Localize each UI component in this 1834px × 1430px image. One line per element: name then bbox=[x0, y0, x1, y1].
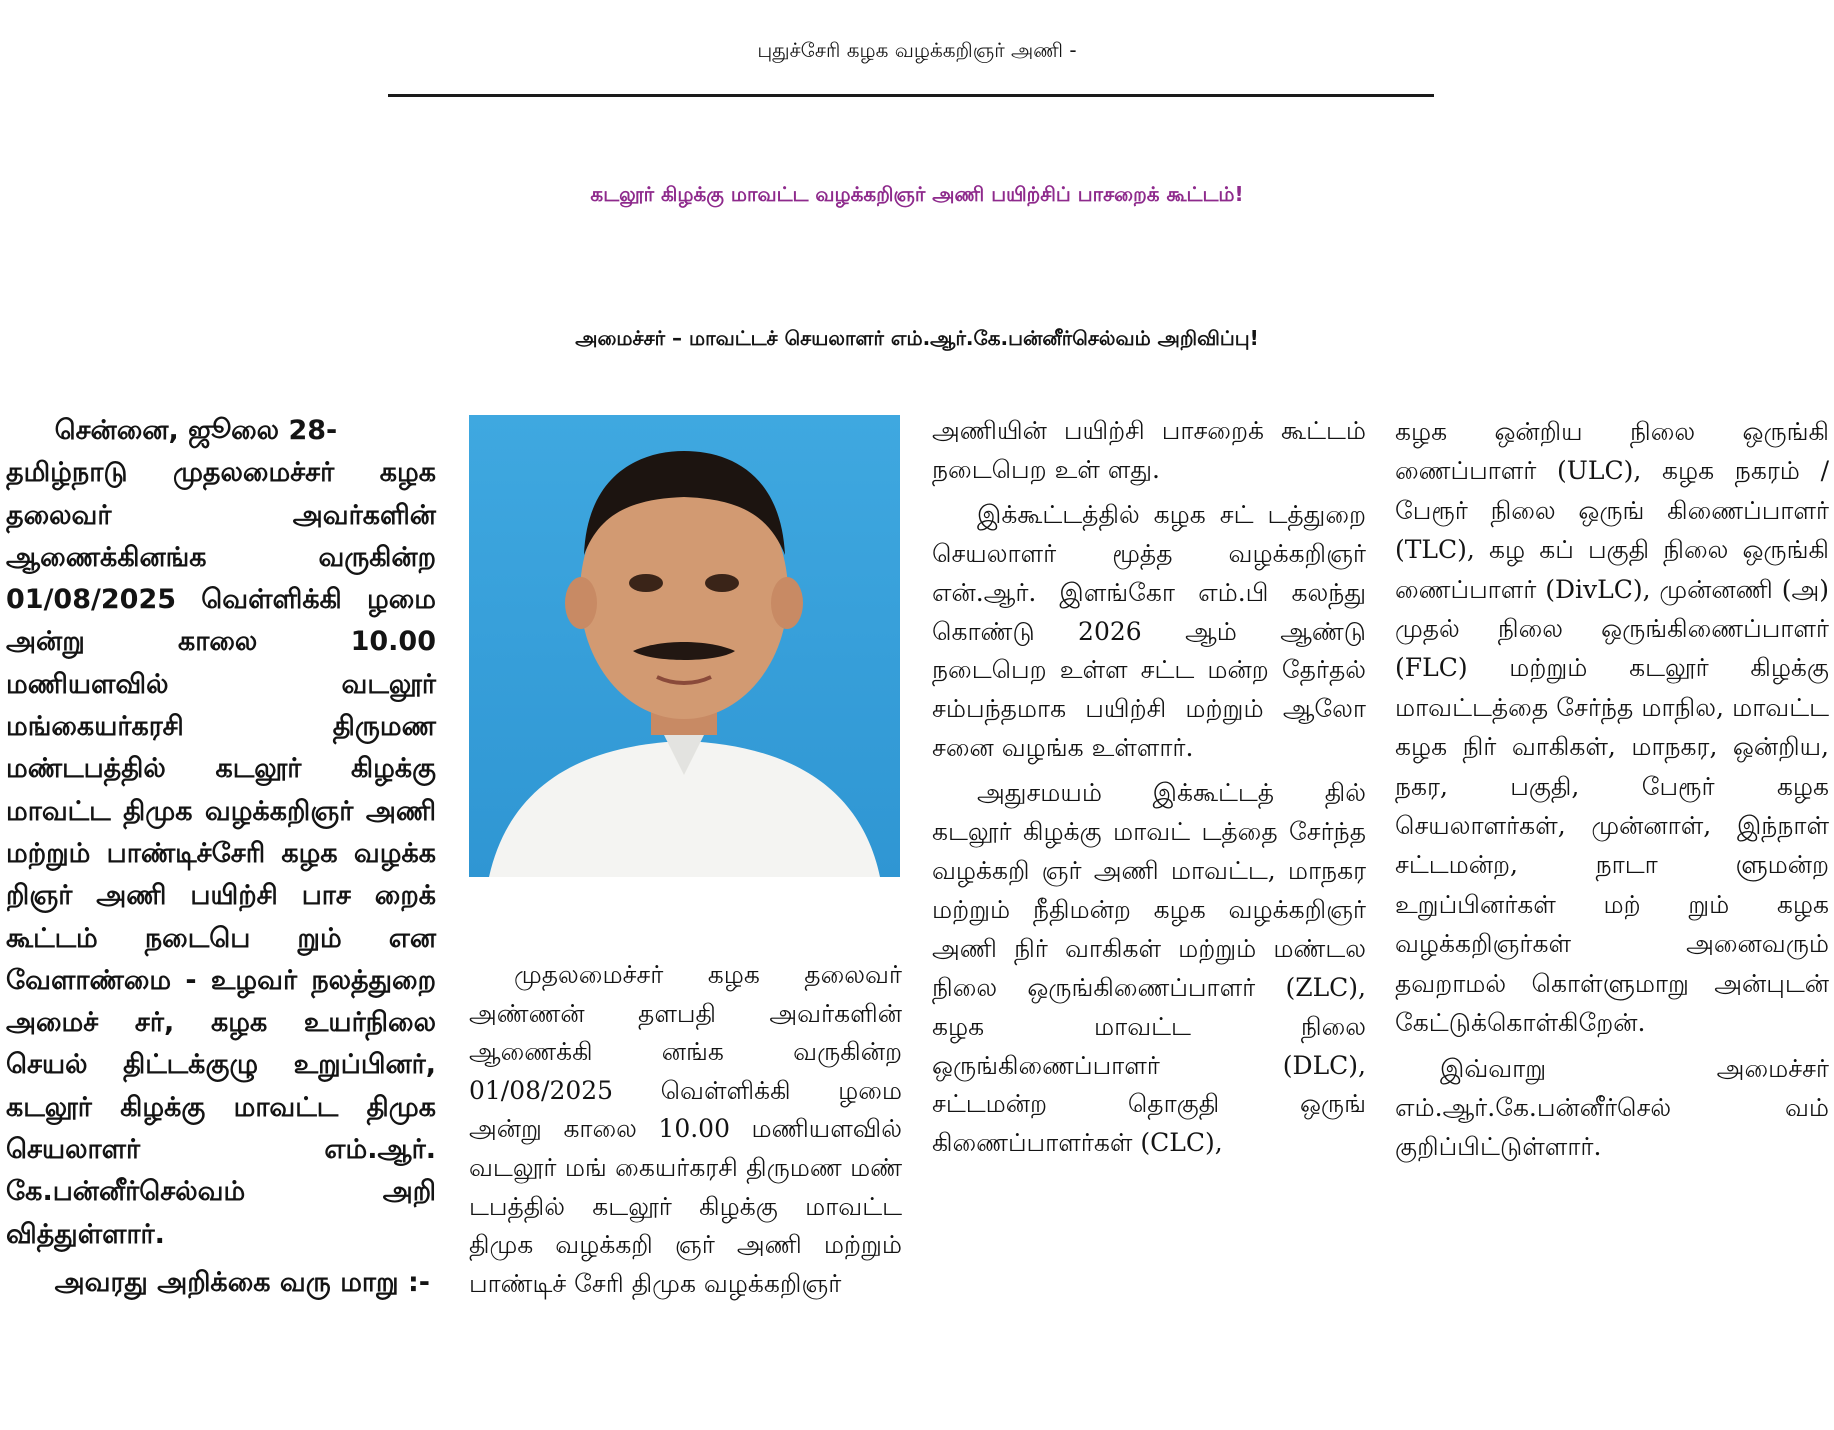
article-column-1 bbox=[6, 410, 436, 1304]
article-paragraph: அணியின் பயிற்சி பாசறைக் கூட்டம் நடைபெற உள் ளது. bbox=[932, 416, 1366, 484]
article-paragraph: முதலமைச்சர் கழக தலைவர் அண்ணன் தளபதி அவர்களின் ஆணைக்கி னங்க வருகின்ற 01/08/2025 வெள்ளிக்கி ழமை அன்று காலை 10.00 மணியளவில் வடலூர் மங் கையர்கரசி திருமண மண் டபத்தில் கடலூர் கிழக்கு மாவட்ட திமுக வழக்கறி ஞர் அணி மற்றும் பாண்டிச் சேரி திமுக வழக்கறிஞர் bbox=[469, 960, 902, 1298]
article-column-3 bbox=[932, 412, 1366, 1163]
article-paragraph: அதுசமயம் இக்கூட்டத் தில் கடலூர் கிழக்கு மாவட் டத்தை சேர்ந்த வழக்கறி ஞர் அணி மாவட்ட, மாநகர மற்றும் நீதிமன்ற கழக வழக்கறிஞர் அணி நிர் வாகிகள் மற்றும் மண்டல நிலை ஒருங்கிணைப்பாளர் (ZLC), கழக மாவட்ட நிலை ஒருங்கிணைப்பாளர் (DLC), சட்டமன்ற தொகுதி ஒருங் கிணைப்பாளர்கள் (CLC), bbox=[932, 778, 1366, 1158]
kicker-headline: புதுச்சேரி கழக வழக்கறிஞர் அணி - bbox=[757, 38, 1077, 62]
article-column-4 bbox=[1395, 412, 1829, 1167]
main-headline: கடலூர் கிழக்கு மாவட்ட வழக்கறிஞர் அணி பயிற்சிப் பாசறைக் கூட்டம்! bbox=[590, 182, 1244, 206]
article-paragraph: கழக ஒன்றிய நிலை ஒருங்கி ணைப்பாளர் (ULC), கழக நகரம் / பேரூர் நிலை ஒருங் கிணைப்பாளர் (TLC), கழ கப் பகுதி நிலை ஒருங்கி ணைப்பாளர் (DivLC), முன்னணி (அ) முதல் நிலை ஒருங்கிணைப்பாளர் (FLC) மற்றும் கடலூர் கிழக்கு மாவட்டத்தை சேர்ந்த மாநில, மாவட்ட கழக நிர் வாகிகள், மாநகர, ஒன்றிய, நகர, பகுதி, பேரூர் கழக செயலாளர்கள், முன்னாள், இந்நாள் சட்டமன்ற, நாடா ளுமன்ற உறுப்பினர்கள் மற் றும் கழக வழக்கறிஞர்கள் அனைவரும் தவறாமல் கொள்ளுமாறு அன்புடன் கேட்டுக்கொள்கிறேன். bbox=[1395, 417, 1829, 1038]
article-paragraph: தமிழ்நாடு முதலமைச்சர் கழக தலைவர் அவர்களின் ஆணைக்கினங்க வருகின்ற 01/08/2025 வெள்ளிக்கி ழமை அன்று காலை 10.00 மணியளவில் வடலூர் மங்கையர்கரசி திருமண மண்டபத்தில் கடலூர் கிழக்கு மாவட்ட திமுக வழக்கறிஞர் அணி மற்றும் பாண்டிச்சேரி கழக வழக்க றிஞர் அணி பயிற்சி பாச றைக் கூட்டம் நடைபெ றும் என வேளாண்மை - உழவர் நலத்துறை அமைச் சர், கழக உயர்நிலை செயல் திட்டக்குழு உறுப்பினர், கடலூர் கிழக்கு மாவட்ட திமுக செயலாளர் எம்.ஆர். கே.பன்னீர்செல்வம் அறி வித்துள்ளார். bbox=[6, 457, 436, 1250]
portrait-photo bbox=[469, 415, 900, 877]
portrait-illustration bbox=[469, 415, 900, 877]
article-column-2 bbox=[469, 956, 902, 1303]
article-paragraph: இவ்வாறு அமைச்சர் எம்.ஆர்.கே.பன்னீர்செல் வம் குறிப்பிட்டுள்ளார். bbox=[1395, 1053, 1829, 1162]
article-paragraph: இக்கூட்டத்தில் கழக சட் டத்துறை செயலாளர் மூத்த வழக்கறிஞர் என்.ஆர். இளங்கோ எம்.பி கலந்து கொண்டு 2026 ஆம் ஆண்டு நடைபெற உள்ள சட்ட மன்ற தேர்தல் சம்பந்தமாக பயிற்சி மற்றும் ஆலோ சனை வழங்க உள்ளார். bbox=[932, 499, 1366, 763]
sub-headline: அமைச்சர் – மாவட்டச் செயலாளர் எம்.ஆர்.கே.பன்னீர்செல்வம் அறிவிப்பு! bbox=[575, 326, 1259, 350]
kicker-underline bbox=[388, 94, 1434, 97]
dateline: சென்னை, ஜூலை 28- bbox=[54, 415, 338, 446]
article-paragraph: அவரது அறிக்கை வரு மாறு :- bbox=[54, 1266, 430, 1298]
